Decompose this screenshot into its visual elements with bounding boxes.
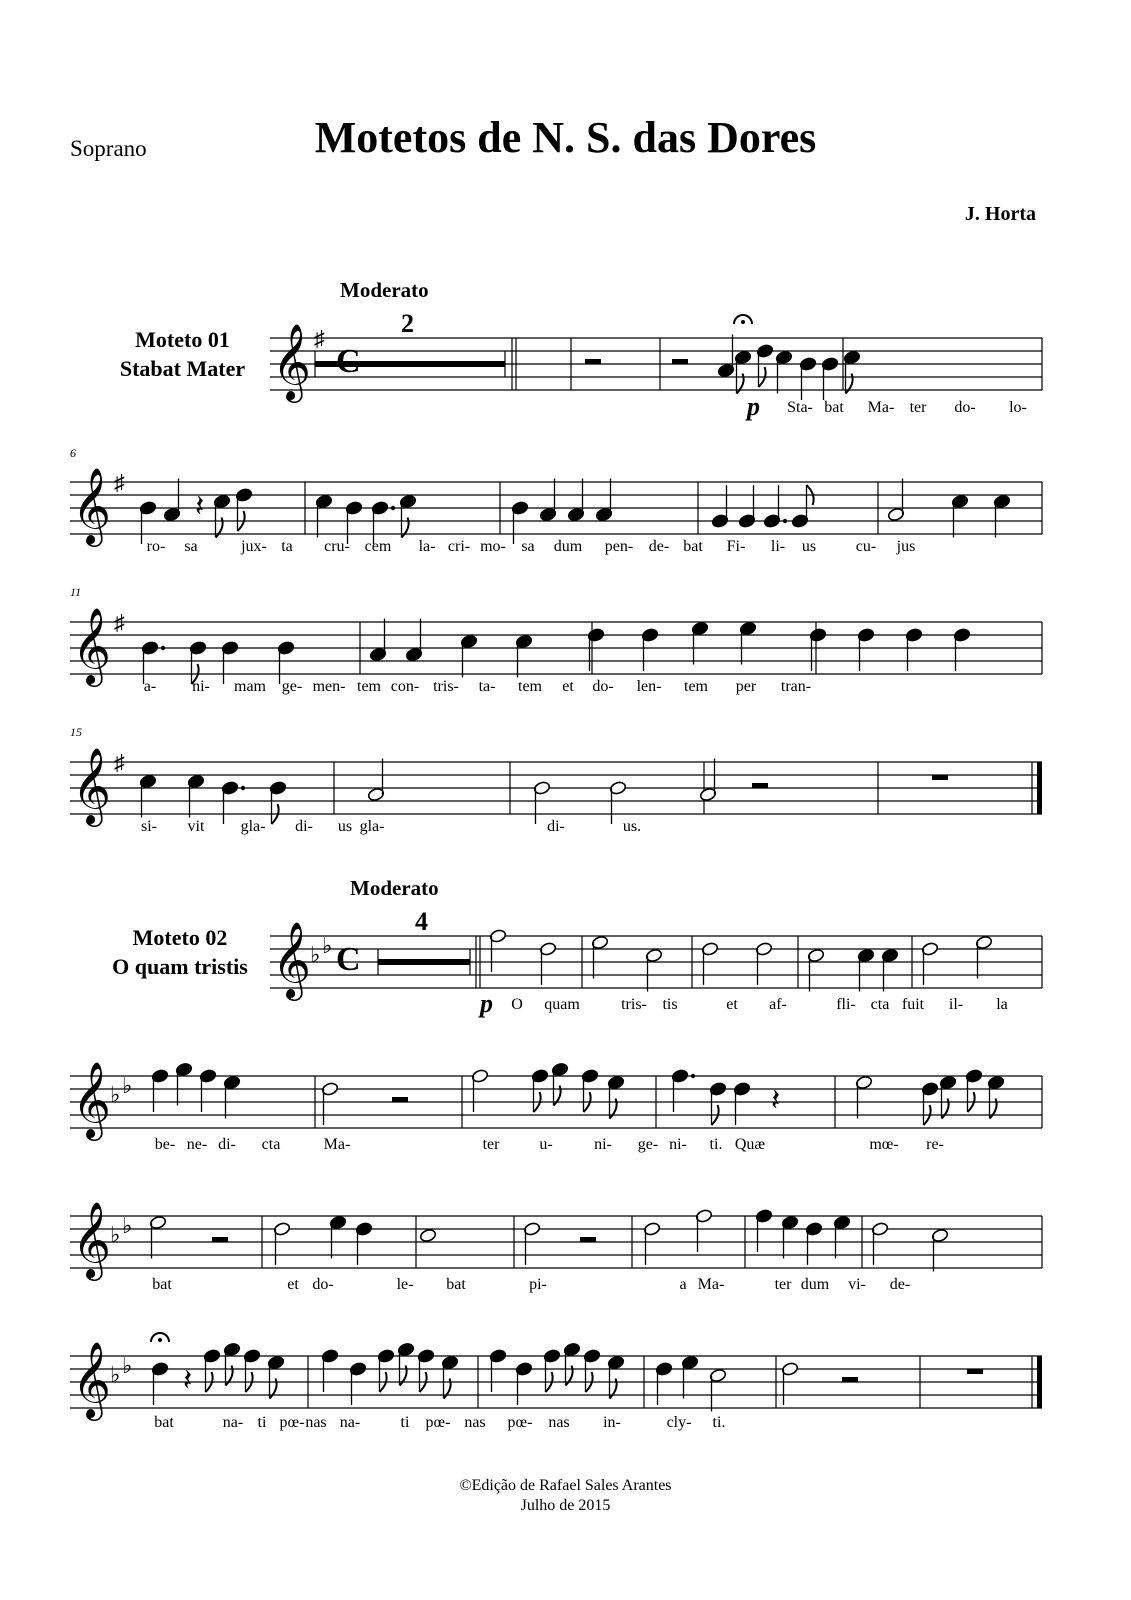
lyric-syllable: bat [152,1276,172,1293]
tempo-marking-2: Moderato [350,876,439,900]
quarter-rest: 𝄽 [195,490,205,523]
key-signature-flat: ♭ [110,1082,121,1107]
multi-measure-rest [378,959,470,965]
lyric-syllable: et [726,996,738,1013]
lyric-syllable: u- [539,1136,553,1153]
key-signature-flat: ♭ [322,933,333,958]
lyric-syllable: fli- [836,996,856,1013]
treble-clef-icon: 𝄞 [72,750,112,823]
multi-measure-rest [315,361,505,367]
lyric-syllable: sa [521,538,535,555]
lyric-syllable: con- [390,678,420,695]
lyric-syllable: la [996,996,1008,1013]
lyric-syllable: Sta- [787,399,813,416]
half-rest [392,1097,408,1102]
measure-number: 6 [70,446,76,460]
lyric-syllable: ni- [594,1136,612,1153]
dynamic-piano: p [747,392,760,421]
lyric-syllable: tris- [433,678,459,695]
lyric-syllable: Quæ [734,1136,766,1153]
lyric-syllable: jus [896,538,916,555]
fermata-dot [158,1338,162,1342]
whole-rest [967,1369,983,1374]
lyric-syllable: bat [683,538,703,555]
augmentation-dot [691,1074,695,1078]
motet-2-number: Moteto 02 [132,925,228,950]
part-name: Soprano [70,136,147,161]
key-signature-flat: ♭ [110,1362,121,1387]
half-rest [672,359,688,364]
whole-rest [932,775,948,780]
lyric-syllable: ter [482,1136,500,1153]
lyric-syllable: quam [544,996,580,1013]
lyric-syllable: pen- [604,538,634,555]
date-line: Julho de 2015 [520,1497,611,1514]
lyric-syllable: ni- [192,678,210,695]
lyric-syllable: si- [141,818,157,835]
final-barline [1037,1356,1042,1408]
lyric-syllable: et [562,678,574,695]
page-title: Motetos de N. S. das Dores [314,113,817,162]
lyric-syllable: dum [553,538,583,555]
lyric-syllable: cly- [666,1414,692,1431]
lyric-syllable: pœ- [279,1414,305,1431]
lyric-syllable: tem [357,678,381,695]
multi-measure-rest-count: 2 [401,309,414,338]
lyric-syllable: be- [154,1136,176,1153]
half-rest [752,783,768,788]
quarter-rest: 𝄽 [771,1084,781,1117]
lyric-syllable: ne- [186,1136,208,1153]
lyric-syllable: ti. [712,1414,726,1431]
lyric-syllable: do- [954,399,976,416]
copyright-line: ©Edição de Rafael Sales Arantes [459,1477,672,1494]
lyric-syllable: us. [622,818,642,835]
half-rest [842,1377,858,1382]
lyric-syllable: af- [769,996,787,1013]
note-head [419,1228,437,1243]
lyric-syllable: men- [312,678,346,695]
lyric-syllable: vi- [848,1276,866,1293]
key-signature-flat: ♭ [310,942,321,967]
lyric-syllable: pœ- [507,1414,533,1431]
lyric-syllable: in- [603,1414,621,1431]
treble-clef-icon: 𝄞 [272,924,312,997]
lyric-syllable: di- [547,818,565,835]
lyric-syllable: Fi- [726,538,746,555]
lyric-syllable: a [679,1276,687,1293]
lyric-syllable: tis [662,996,678,1013]
lyric-syllable: cru- [324,538,350,555]
lyric-syllable: et [287,1276,299,1293]
lyric-syllable: na- [222,1414,244,1431]
footer [0,1476,1131,1516]
treble-clef-icon: 𝄞 [72,1204,112,1277]
dynamic-piano: p [480,989,493,1018]
half-rest [212,1237,228,1242]
lyric-syllable: ter [774,1276,792,1293]
lyric-syllable: il- [948,996,964,1013]
motet-1-number: Moteto 01 [135,327,230,352]
lyric-syllable: pœ- [425,1414,451,1431]
augmentation-dot [161,646,165,650]
lyric-syllable: ti [400,1414,410,1431]
lyric-syllable: len- [636,678,662,695]
treble-clef-icon: 𝄞 [72,610,112,683]
composer-name: J. Horta [964,203,1036,225]
treble-clef-icon: 𝄞 [72,1064,112,1137]
lyric-syllable: gla- [240,818,266,835]
lyric-syllable: us [337,818,353,835]
augmentation-dot [391,506,395,510]
lyric-syllable: ta- [478,678,496,695]
lyric-syllable: ti. [709,1136,723,1153]
lyric-syllable: Ma- [867,399,895,416]
lyric-syllable: do- [592,678,614,695]
lyric-syllable: cta [870,996,890,1013]
key-signature-sharp: ♯ [114,750,125,775]
lyric-syllable: cri- [447,538,471,555]
lyric-syllable: cu- [855,538,877,555]
lyric-syllable: do- [312,1276,334,1293]
lyric-syllable: de- [648,538,670,555]
lyric-syllable: ni- [669,1136,687,1153]
augmentation-dot [241,786,245,790]
measure-number: 15 [70,725,82,739]
lyric-syllable: bat [824,399,844,416]
treble-clef-icon: 𝄞 [72,1344,112,1417]
lyric-syllable: per [735,678,757,695]
key-signature-sharp: ♯ [114,610,125,635]
final-barline [1037,762,1042,814]
lyric-syllable: us [801,538,817,555]
key-signature-sharp: ♯ [114,470,125,495]
tempo-marking-1: Moderato [340,278,429,302]
lyric-syllable: de- [889,1276,911,1293]
key-signature-flat: ♭ [122,1353,133,1378]
lyric-syllable: ter [909,399,927,416]
lyric-syllable: mœ- [869,1136,899,1153]
lyric-syllable: fuit [901,996,925,1013]
treble-clef-icon: 𝄞 [72,470,112,543]
lyric-syllable: nas [464,1414,486,1431]
multi-measure-rest-count: 4 [415,907,428,936]
lyric-syllable: mam [234,678,266,695]
lyric-syllable: di- [295,818,313,835]
motet-1-title: Stabat Mater [119,356,246,381]
time-signature: C [336,941,361,978]
lyric-syllable: na- [339,1414,361,1431]
lyric-syllable: la- [418,538,436,555]
lyric-syllable: bat [154,1414,174,1431]
half-rest [585,359,601,364]
treble-clef-icon: 𝄞 [272,326,312,399]
lyric-syllable: Ma- [323,1136,351,1153]
lyric-syllable: ti [257,1414,267,1431]
lyric-syllable: tem [518,678,542,695]
lyric-syllable: vit [187,818,205,835]
key-signature-flat: ♭ [110,1222,121,1247]
measure-number: 11 [70,585,82,599]
lyric-syllable: nas [548,1414,570,1431]
augmentation-dot [783,519,787,523]
lyric-syllable: jux- [241,538,267,555]
lyric-syllable: lo- [1009,399,1027,416]
lyric-syllable: mo- [480,538,506,555]
quarter-rest: 𝄽 [183,1364,193,1397]
lyric-syllable: tran- [780,678,812,695]
half-rest [580,1237,596,1242]
lyric-syllable: bat [446,1276,466,1293]
fermata-dot [741,320,745,324]
lyric-syllable: sa [184,538,198,555]
lyric-syllable: tris- [621,996,647,1013]
lyric-syllable: nas [305,1414,327,1431]
key-signature-flat: ♭ [122,1073,133,1098]
lyric-syllable: re- [926,1136,944,1153]
lyric-syllable: li- [770,538,786,555]
key-signature-sharp: ♯ [314,326,325,351]
lyric-syllable: di- [218,1136,236,1153]
lyric-syllable: ge- [637,1136,659,1153]
lyric-syllable: gla- [359,818,385,835]
lyric-syllable: cta [261,1136,281,1153]
lyric-syllable: a- [143,678,157,695]
lyric-syllable: O [511,996,523,1013]
motet-2-title: O quam tristis [112,954,248,979]
lyric-syllable: le- [396,1276,414,1293]
lyric-syllable: ta [281,538,293,555]
lyric-syllable: tem [684,678,708,695]
key-signature-flat: ♭ [122,1213,133,1238]
lyric-syllable: ge- [281,678,303,695]
lyric-syllable: ro- [146,538,166,555]
lyric-syllable: pi- [529,1276,547,1293]
lyric-syllable: Ma- [697,1276,725,1293]
lyric-syllable: dum [800,1276,830,1293]
lyric-syllable: cem [364,538,392,555]
